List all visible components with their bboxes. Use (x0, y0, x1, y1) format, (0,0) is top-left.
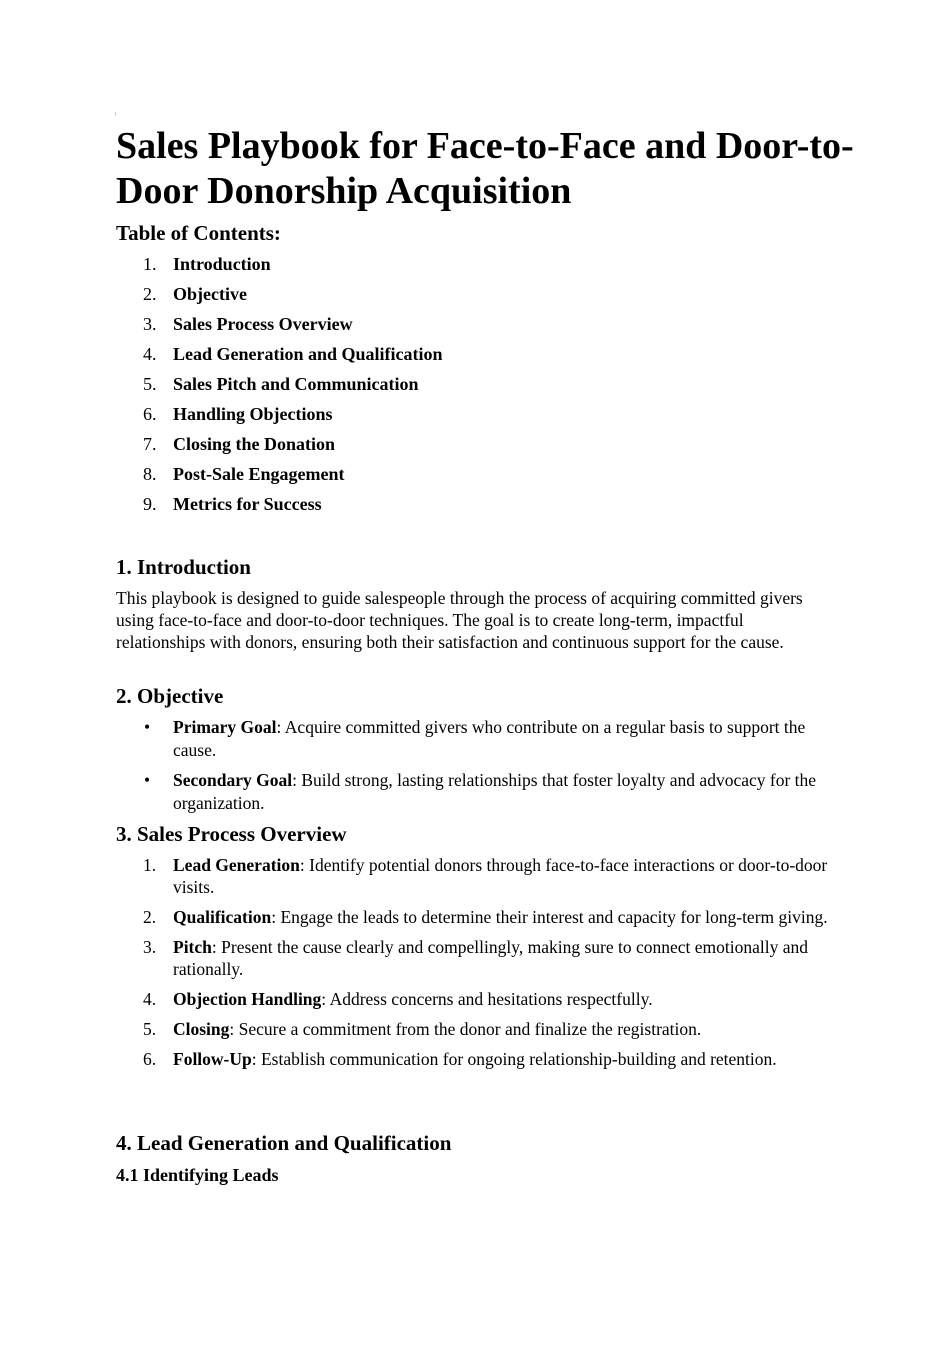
item-term: Follow-Up (173, 1049, 252, 1069)
item-number: 5. (143, 1019, 157, 1039)
section-heading-objective: 2. Objective (116, 684, 224, 708)
toc-item-number: 2. (143, 284, 157, 304)
toc-item-number: 7. (143, 434, 157, 454)
item-number: 1. (143, 855, 157, 875)
toc-item-number: 6. (143, 404, 157, 424)
toc-item-number: 4. (143, 344, 157, 364)
item-text: : Address concerns and hesitations respectfully. (321, 989, 653, 1009)
item-text: : Engage the leads to determine their interest and capacity for long-term giving. (271, 907, 828, 927)
toc-heading: Table of Contents: (116, 221, 281, 245)
item-text: : Acquire committed givers who contribute on a regular basis to support the cause. (173, 717, 806, 760)
toc-item-label: Objective (173, 284, 247, 304)
page-mark (115, 112, 116, 116)
toc-item-number: 5. (143, 374, 157, 394)
toc-item-number: 8. (143, 464, 157, 484)
bullet-icon: • (144, 770, 151, 790)
toc-item-label: Sales Pitch and Communication (173, 374, 419, 394)
list-item (116, 906, 846, 928)
item-text: : Build strong, lasting relationships that foster loyalty and advocacy for the organization. (173, 770, 817, 813)
section-heading-lead-generation: 4. Lead Generation and Qualification (116, 1131, 452, 1155)
toc-item-label: Metrics for Success (173, 494, 322, 514)
list-item (116, 854, 846, 898)
section-heading-introduction: 1. Introduction (116, 555, 251, 579)
introduction-paragraph: This playbook is designed to guide salespeople through the process of acquiring committed givers using face-to-face and door-to-door techniques. The goal is to create long-term, impactful relationships with donors, ensuring both their satisfaction and continuous support for the cause. (116, 588, 803, 652)
list-item (116, 716, 846, 762)
toc-item-number: 1. (143, 254, 157, 274)
item-term: Closing (173, 1019, 230, 1039)
objective-list (116, 716, 846, 822)
item-text: : Present the cause clearly and compellingly, making sure to connect emotionally and rationally. (173, 937, 809, 979)
item-number: 3. (143, 937, 157, 957)
item-number: 6. (143, 1049, 157, 1069)
document-title: Sales Playbook for Face-to-Face and Door-to-Door Donorship Acquisition (116, 125, 854, 212)
toc-item-label: Closing the Donation (173, 434, 336, 454)
bullet-icon: • (144, 717, 151, 737)
item-number: 2. (143, 907, 157, 927)
section-heading-process: 3. Sales Process Overview (116, 822, 347, 846)
list-item (116, 769, 846, 815)
item-term: Secondary Goal (173, 770, 293, 790)
subsection-heading-identifying-leads: 4.1 Identifying Leads (116, 1165, 279, 1185)
item-term: Qualification (173, 907, 272, 927)
toc-item-number: 9. (143, 494, 157, 514)
toc-item-number: 3. (143, 314, 157, 334)
item-text: : Establish communication for ongoing relationship-building and retention. (251, 1049, 777, 1069)
item-term: Lead Generation (173, 855, 300, 875)
list-item (116, 1018, 846, 1040)
item-text: : Secure a commitment from the donor and finalize the registration. (229, 1019, 702, 1039)
toc-item-label: Handling Objections (173, 404, 333, 424)
list-item (116, 988, 846, 1010)
toc-item-label: Introduction (173, 254, 271, 274)
item-text: : Identify potential donors through face-to-face interactions or door-to-door visits. (173, 855, 828, 897)
toc-item-label: Lead Generation and Qualification (173, 344, 443, 364)
item-term: Primary Goal (173, 717, 277, 737)
toc-item-label: Sales Process Overview (173, 314, 353, 334)
item-term: Pitch (173, 937, 212, 957)
toc-item-label: Post-Sale Engagement (173, 464, 345, 484)
process-list (116, 854, 846, 1078)
item-term: Objection Handling (173, 989, 322, 1009)
list-item (116, 936, 846, 980)
item-number: 4. (143, 989, 157, 1009)
list-item (116, 1048, 846, 1070)
